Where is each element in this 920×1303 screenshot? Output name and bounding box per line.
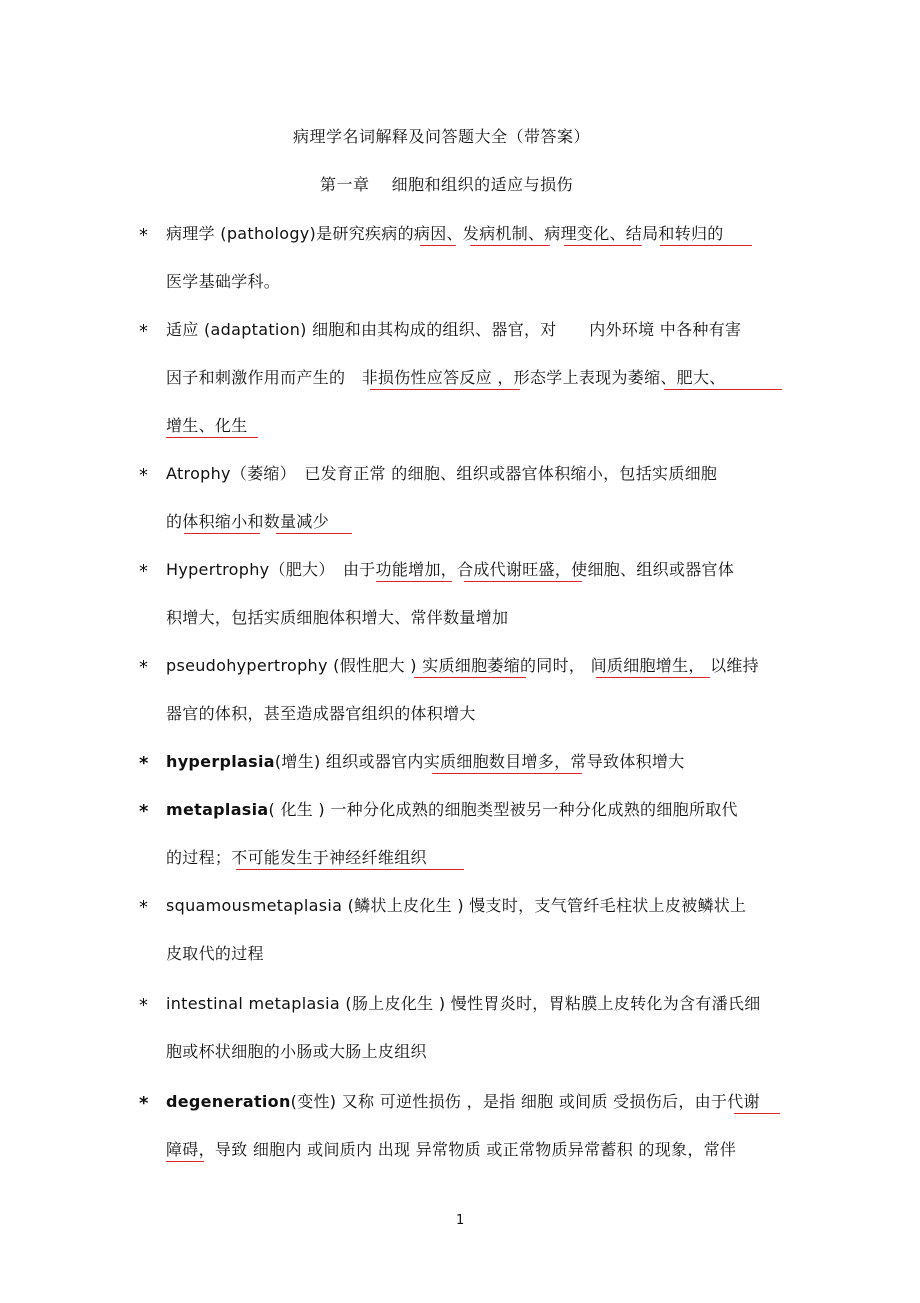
entry-10-line-1	[166, 1092, 760, 1112]
entry-9-line-2: 胞或杯状细胞的小肠或大肠上皮组织	[166, 1042, 427, 1061]
underline-mark	[370, 389, 520, 390]
entry-7-line-1	[166, 800, 738, 820]
underline-mark	[734, 1113, 780, 1114]
underline-mark	[166, 1161, 204, 1162]
entry-9-line-1	[166, 994, 761, 1014]
entry-8-line-2: 皮取代的过程	[166, 944, 264, 963]
definition-text: (增生) 组织或器官内实质细胞数目增多，常导致体积增大	[274, 752, 685, 771]
underline-mark	[420, 245, 456, 246]
definition-text: (变性) 又称 可逆性损伤 ，是指 细胞 或间质 受损伤后，由于代谢	[290, 1092, 760, 1111]
term-metaplasia: metaplasia	[166, 800, 269, 819]
entry-1-line-2: 医学基础学科。	[166, 272, 281, 291]
entry-2-line-2: 因子和刺激作用而产生的 非损伤性应答反应 ，形态学上表现为萎缩、肥大、	[166, 368, 726, 387]
underline-mark	[464, 581, 582, 582]
definition-text: ( 化生 ) 一种分化成熟的细胞类型被另一种分化成熟的细胞所取代	[268, 800, 738, 819]
entry-7-line-2: 的过程；不可能发生于神经纤维组织	[166, 848, 427, 867]
underline-mark	[236, 869, 464, 870]
underline-mark	[166, 437, 258, 438]
entry-6-line-1	[166, 752, 685, 772]
definition-text: (假性肥大 ) 实质细胞萎缩的同时， 间质细胞增生， 以维持	[327, 656, 759, 675]
underline-mark	[664, 389, 782, 390]
term-hyperplasia: hyperplasia	[166, 752, 275, 771]
entry-2-line-1: 适应 (adaptation) 细胞和由其构成的组织、器官，对 内外环境 中各种有害	[166, 320, 742, 339]
entry-5-line-1	[166, 656, 759, 676]
bullet-marker: *	[139, 225, 148, 246]
entry-3-line-2: 的体积缩小和数量减少	[166, 512, 330, 531]
bullet-marker: *	[139, 561, 148, 582]
bullet-marker: *	[139, 801, 149, 822]
chapter-heading: 第一章 细胞和组织的适应与损伤	[320, 175, 574, 194]
term-squamous-metaplasia: squamousmetaplasia	[166, 896, 343, 915]
term-intestinal-metaplasia: intestinal metaplasia	[166, 994, 341, 1013]
definition-text: (肠上皮化生 ) 慢性胃炎时，胃粘膜上皮转化为含有潘氏细	[340, 994, 761, 1013]
underline-mark	[596, 677, 710, 678]
underline-mark	[470, 245, 550, 246]
entry-1-line-1: 病理学 (pathology)是研究疾病的病因、发病机制、病理变化、结局和转归的	[166, 224, 724, 243]
term-degeneration: degeneration	[166, 1092, 291, 1111]
bullet-marker: *	[139, 657, 148, 678]
term-pseudohypertrophy: pseudohypertrophy	[166, 656, 328, 675]
bullet-marker: *	[139, 1093, 149, 1114]
entry-10-line-2: 障碍，导致 细胞内 或间质内 出现 异常物质 或正常物质异常蓄积 的现象，常伴	[166, 1140, 737, 1159]
definition-text: （萎缩） 已发育正常 的细胞、组织或器官体积缩小，包括实质细胞	[230, 464, 718, 483]
bullet-marker: *	[139, 465, 148, 486]
document-title: 病理学名词解释及问答题大全（带答案）	[293, 127, 591, 146]
underline-mark	[564, 245, 642, 246]
page-number: 1	[456, 1213, 465, 1228]
bullet-marker: *	[139, 897, 148, 918]
term-hypertrophy: Hypertrophy	[166, 560, 270, 579]
bullet-marker: *	[139, 753, 149, 774]
bullet-marker: *	[139, 995, 148, 1016]
underline-mark	[660, 245, 752, 246]
definition-text: （肥大） 由于功能增加，合成代谢旺盛，使细胞、组织或器官体	[269, 560, 735, 579]
definition-text: (鳞状上皮化生 ) 慢支时，支气管纤毛柱状上皮被鳞状上	[342, 896, 747, 915]
entry-4-line-1	[166, 560, 734, 580]
bullet-marker: *	[139, 321, 148, 342]
entry-8-line-1	[166, 896, 746, 916]
term-atrophy: Atrophy	[166, 464, 231, 483]
entry-2-line-3: 增生、化生	[166, 416, 248, 435]
underline-mark	[376, 581, 452, 582]
entry-3-line-1	[166, 464, 717, 484]
underline-mark	[432, 773, 582, 774]
underline-mark	[184, 533, 260, 534]
entry-5-line-2: 器官的体积，甚至造成器官组织的体积增大	[166, 704, 476, 723]
entry-4-line-2: 积增大，包括实质细胞体积增大、常伴数量增加	[166, 608, 509, 627]
underline-mark	[414, 677, 526, 678]
underline-mark	[276, 533, 352, 534]
